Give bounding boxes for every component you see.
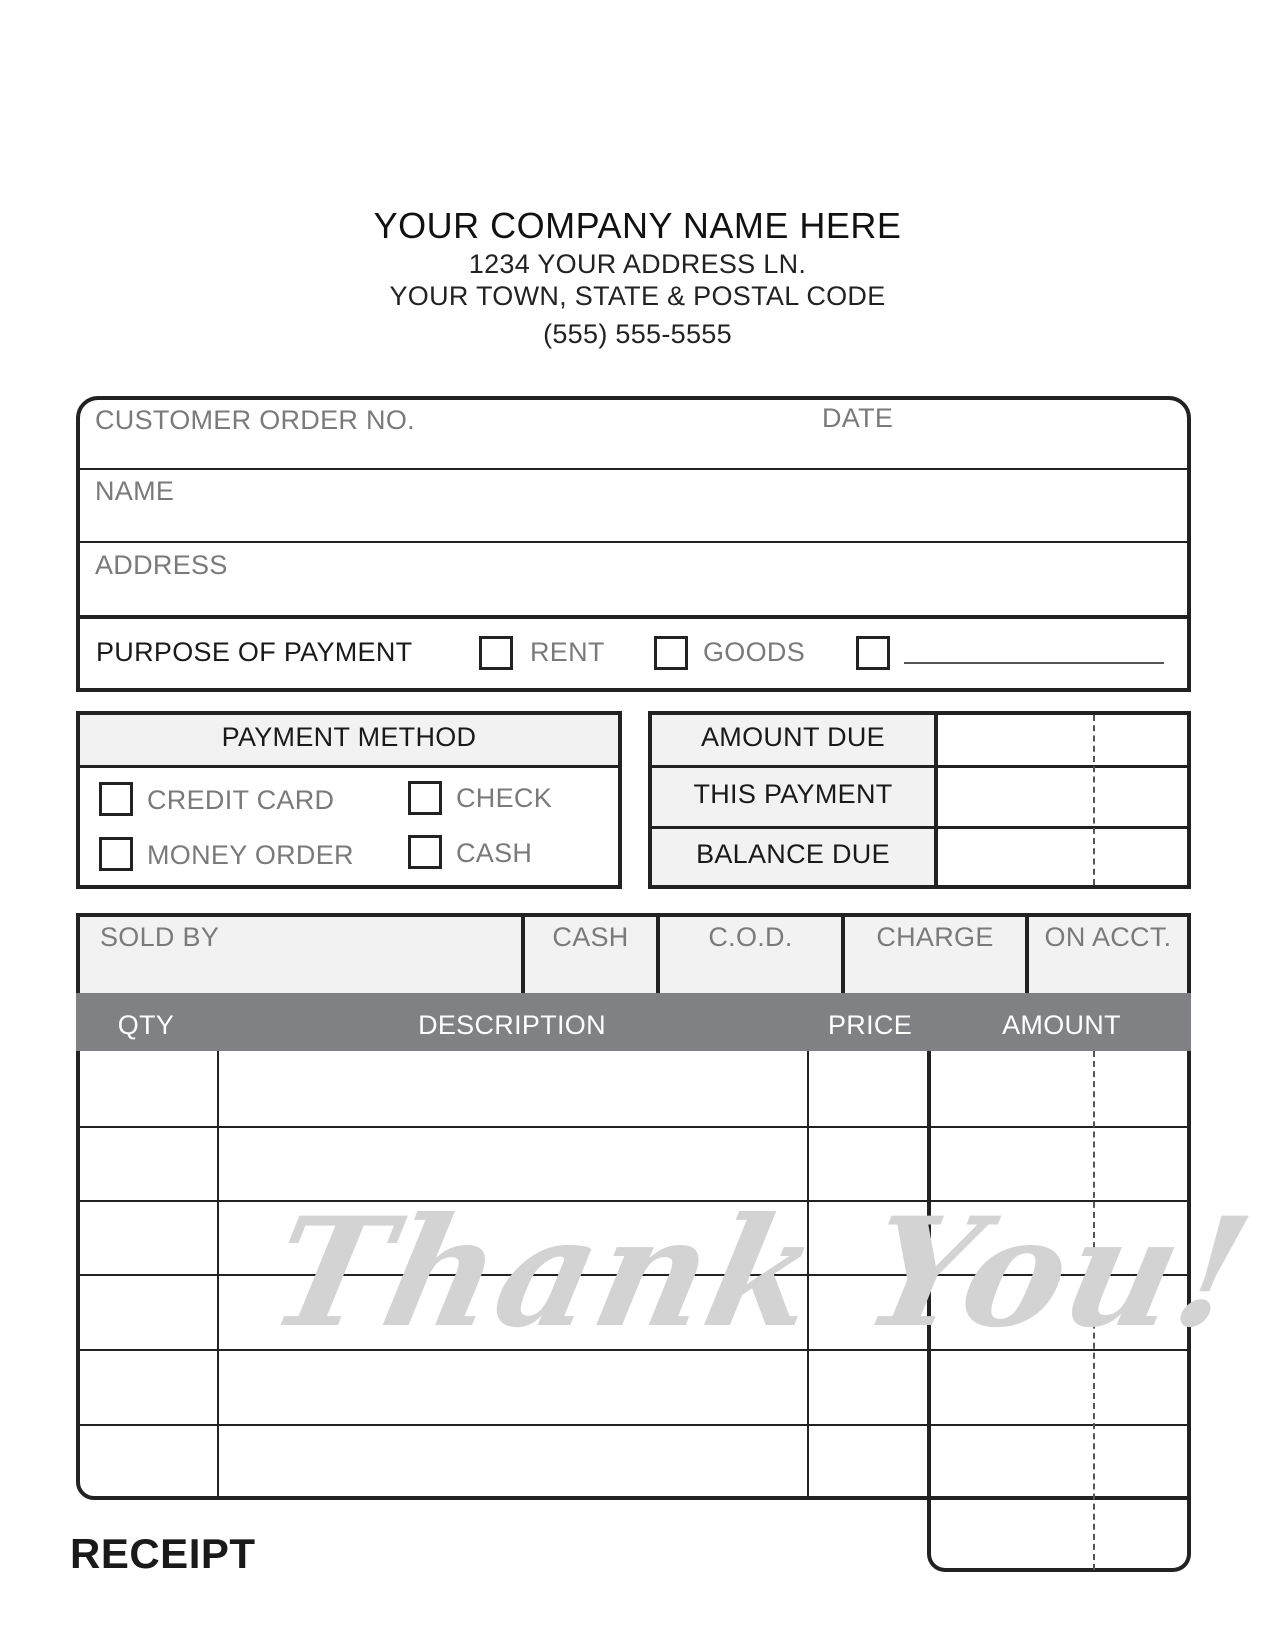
divider [76,765,622,768]
sold-by-label: SOLD BY [100,922,220,952]
divider [934,711,938,889]
cash-label: CASH [456,838,533,868]
money-order-label: MONEY ORDER [147,840,354,870]
cents-divider [1093,715,1095,885]
rent-checkbox[interactable] [479,636,513,670]
qty-header: QTY [117,1010,175,1040]
money-order-checkbox[interactable] [99,837,133,871]
name-label: NAME [95,476,175,506]
company-address: 1234 YOUR ADDRESS LN. [468,249,807,279]
qty-column-line [217,1051,219,1500]
divider [76,468,1191,470]
sale-charge-label: CHARGE [876,922,994,952]
date-label: DATE [822,403,894,433]
divider [76,541,1191,543]
rent-label: RENT [530,637,605,667]
check-label: CHECK [456,783,553,813]
goods-checkbox[interactable] [654,636,688,670]
other-purpose-checkbox[interactable] [856,636,890,670]
check-checkbox[interactable] [408,781,442,815]
customer-order-no-label: CUSTOMER ORDER NO. [95,405,415,435]
sale-on-acct-label: ON ACCT. [1044,922,1172,952]
thank-you-watermark: Thank You! [256,1185,1266,1361]
other-purpose-line[interactable] [904,662,1164,664]
balance-due-label: BALANCE DUE [696,839,890,869]
table-row [76,1424,1191,1426]
company-phone: (555) 555-5555 [543,319,732,349]
address-label: ADDRESS [95,550,228,580]
amount-header: AMOUNT [1002,1010,1121,1040]
amount-due-label: AMOUNT DUE [700,722,885,752]
credit-card-checkbox[interactable] [99,782,133,816]
divider [76,615,1191,619]
description-header: DESCRIPTION [418,1010,606,1040]
goods-label: GOODS [703,637,806,667]
payment-method-title: PAYMENT METHOD [221,722,477,752]
receipt-title: RECEIPT [70,1530,256,1577]
purpose-of-payment-label: PURPOSE OF PAYMENT [96,637,413,667]
cash-checkbox[interactable] [408,835,442,869]
divider [648,826,1191,829]
table-row [76,1126,1191,1128]
sale-cod-label: C.O.D. [708,922,793,952]
company-name: YOUR COMPANY NAME HERE [373,205,902,246]
divider [648,765,1191,768]
total-box[interactable] [927,1496,1191,1572]
company-town: YOUR TOWN, STATE & POSTAL CODE [389,281,886,311]
price-header: PRICE [827,1010,913,1040]
this-payment-label: THIS PAYMENT [693,779,893,809]
sale-cash-label: CASH [552,922,629,952]
credit-card-label: CREDIT CARD [147,785,335,815]
